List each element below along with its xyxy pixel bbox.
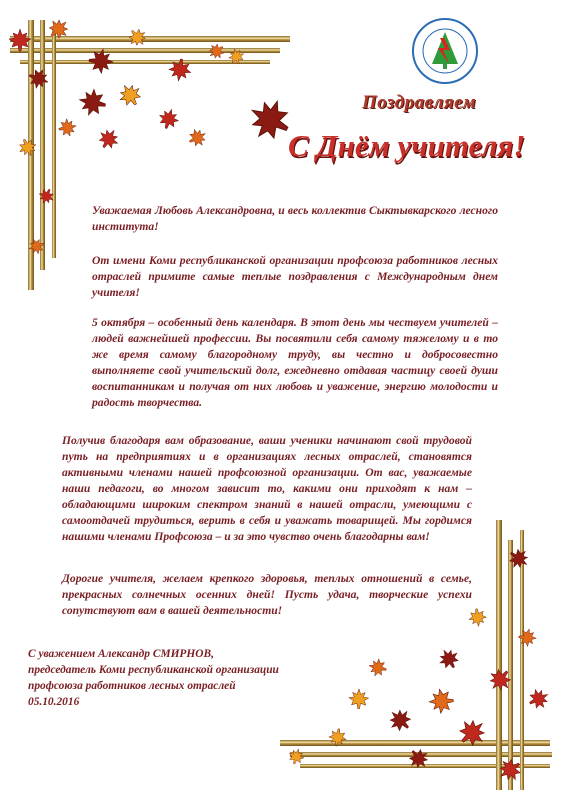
letter-salutation: Уважаемая Любовь Александровна, и весь коллектив Сыктывкарского лесного института! xyxy=(92,204,498,233)
union-logo-icon xyxy=(410,16,480,86)
signature-name: С уважением Александр СМИРНОВ, xyxy=(28,648,214,660)
letter-paragraph: 5 октября – особенный день календаря. В этот день мы чествуем учителей – людей важнейшей профессии. Вы посвятили себя самому тяжелому и в то же время самому благородному труду, вы честно и добросовестно выполняете свой учительский долг, ежедневно отдавая частицу своей души воспитанникам и получая от них любовь и уважение, энергию молодости и радость творчества. xyxy=(92,316,498,409)
greeting-title: Поздравляем xyxy=(362,92,477,113)
signature-position: профсоюза работников лесных отраслей xyxy=(28,680,236,692)
letter-wishes: Дорогие учителя, желаем крепкого здоровья, теплых отношений в семье, прекрасных солнечных осенних дней! Пусть удача, творческие успехи сопутствуют вам в вашей деятельности! xyxy=(62,572,472,617)
greeting-headline: С Днём учителя! xyxy=(288,128,526,163)
signature-block xyxy=(28,646,279,710)
letter-paragraph: От имени Коми республиканской организации профсоюза работников лесных отраслей примите самые теплые поздравления с Международным днем учителя! xyxy=(92,254,498,299)
letter-paragraph: Получив благодаря вам образование, ваши ученики начинают свой трудовой путь на предприятиях и в организациях лесных отраслей, становятся активными членами нашей профсоюзной организации. От вас, уважаемые наши педагоги, во многом зависит то, какими они приходят к нам – обладающими широким спектром знаний в нашей отрасли, умеющими с самоотдачей трудиться, верить в себя и уважать товарищей. Мы гордимся нашими членами Профсоюза – и за это чувство очень благодарны вам! xyxy=(62,434,472,543)
signature-date: 05.10.2016 xyxy=(28,696,80,708)
signature-position: председатель Коми республиканской организации xyxy=(28,664,279,676)
